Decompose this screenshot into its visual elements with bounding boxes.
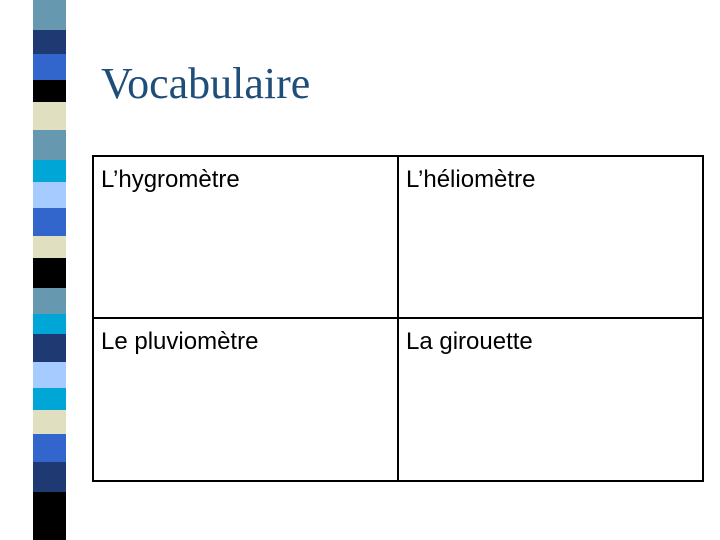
stripe xyxy=(33,258,66,288)
slide-title: Vocabulaire xyxy=(101,59,311,108)
stripe xyxy=(33,80,66,102)
table-cell: Le pluviomètre xyxy=(94,319,399,480)
stripe xyxy=(33,410,66,434)
stripe xyxy=(33,362,66,388)
stripe xyxy=(33,0,66,30)
stripe xyxy=(33,160,66,182)
stripe xyxy=(33,182,66,208)
stripe xyxy=(33,288,66,314)
stripe xyxy=(33,102,66,130)
stripe xyxy=(33,236,66,258)
stripe xyxy=(33,492,66,540)
table-cell: L’hygromètre xyxy=(94,157,399,319)
table-cell: La girouette xyxy=(406,328,533,355)
decorative-stripe-bar xyxy=(33,0,66,540)
stripe xyxy=(33,462,66,492)
table-cell: L’héliomètre xyxy=(399,157,704,319)
stripe xyxy=(33,54,66,80)
stripe xyxy=(33,208,66,236)
stripe xyxy=(33,334,66,362)
stripe xyxy=(33,434,66,462)
stripe xyxy=(33,30,66,54)
stripe xyxy=(33,130,66,160)
vocabulary-table xyxy=(92,155,704,482)
stripe xyxy=(33,388,66,410)
stripe xyxy=(33,314,66,334)
